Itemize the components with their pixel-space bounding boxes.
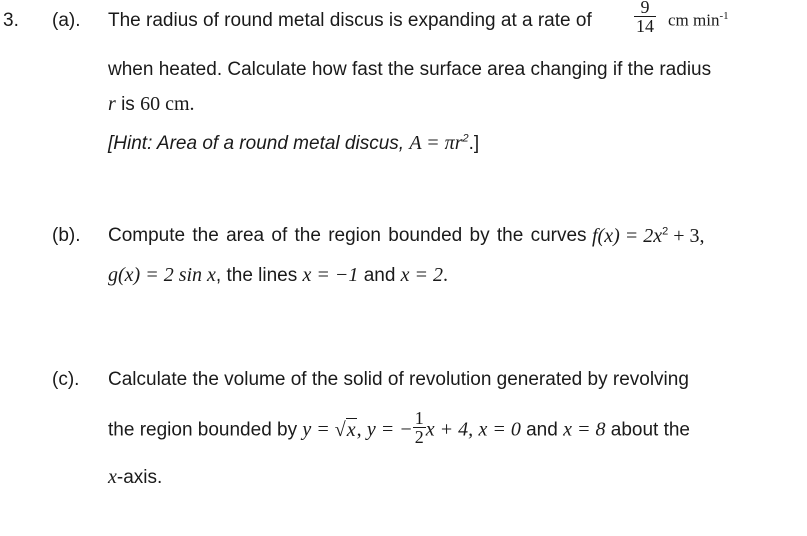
part-c-line3: x-axis. [108,466,163,488]
rate-fraction [634,0,656,35]
part-c-label: (c). [52,369,80,390]
rate-unit: cm $\min^{-1}$ [668,10,729,30]
part-a-label: (a). [52,10,81,31]
part-a-hint: [Hint: Area of a round metal discus, $A = \pi r^2$.] [108,132,480,154]
rate-numerator: 9 [634,0,656,17]
part-b-label: (b). [52,225,81,246]
question-number: 3. [3,10,19,31]
area-formula: A = πr [409,132,463,154]
half-denominator: 2 [414,427,424,447]
half-numerator: 1 [414,408,424,428]
rate-unit-exponent: -1 [719,10,729,22]
part-c-line2: the region bounded by y = √x, y = − $\frac{1}{2}$ x + 4, x = 0 and x = 8 about the [108,408,690,447]
rate-denominator: 14 [636,16,654,36]
part-a-line2: when heated. Calculate how fast the surface area changing if the radius [108,59,712,80]
part-b-line2: g(x) = 2 sin x, the lines x = −1 and x = 2. [108,264,449,286]
sqrt-symbol: √x [334,418,356,441]
f-definition: $f(x) = 2x^2 + 3$, [592,225,705,247]
part-c-line1: Calculate the volume of the solid of revolution generated by revolving [108,369,689,390]
part-b-line1: Compute the area of the region bounded by the curves [108,225,587,246]
g-definition: g(x) = 2 sin x [108,264,216,286]
part-a-line3: r is 60 cm. [108,93,195,115]
part-a-line1: The radius of round metal discus is expanding at a rate of [108,10,592,31]
